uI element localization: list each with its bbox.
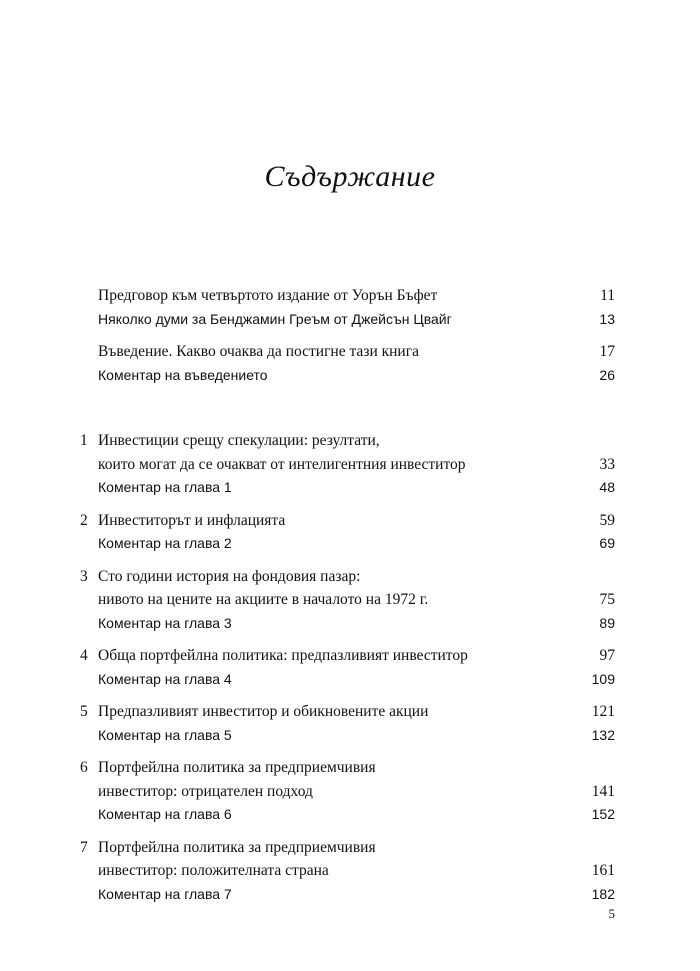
- chapter-number: 5: [80, 703, 88, 720]
- page-title: Съдържание: [264, 160, 436, 193]
- toc-entry-title: Коментар на глава 4: [98, 670, 232, 687]
- toc-front-matter-entry: [80, 284, 615, 331]
- toc-page-number: 152: [591, 806, 615, 822]
- toc-commentary-line: [80, 532, 615, 556]
- toc-chapter-entry: [80, 509, 615, 556]
- toc-line: [80, 700, 615, 724]
- toc-front-matter-entry: [80, 340, 615, 387]
- chapter-number: 2: [80, 511, 88, 529]
- toc-page-number: 141: [591, 782, 615, 800]
- toc-commentary-line: [80, 883, 615, 907]
- toc-page-number: 69: [599, 535, 615, 551]
- toc-chapter-entry: [80, 700, 615, 747]
- toc-commentary-line: [80, 364, 615, 388]
- page-number: 5: [608, 906, 615, 921]
- toc-commentary-line: [80, 668, 615, 692]
- toc-line: [80, 453, 615, 477]
- toc-line: [80, 509, 615, 533]
- toc-entry-title: Въведение. Какво очаква да постигне тази книга: [98, 343, 419, 360]
- toc-entry-title: Предговор към четвъртото издание от Уорън Бъфет: [98, 287, 438, 304]
- toc-page-number: 13: [599, 310, 615, 327]
- chapter-number: 7: [80, 838, 88, 856]
- toc-entry-title: Инвеститорът и инфлацията: [98, 511, 286, 529]
- toc-entry-title: инвеститор: отрицателен подход: [98, 782, 313, 800]
- toc-chapter-entry: [80, 644, 615, 691]
- toc-line: [80, 780, 615, 804]
- toc-entry-title: Портфейлна политика за предприемчивия: [98, 759, 376, 776]
- spacer: [80, 691, 615, 700]
- toc-entry-title: нивото на цените на акциите в началото на 1972 г.: [98, 591, 429, 608]
- toc-entry-title: Няколко думи за Бенджамин Греъм от Джейсън Цвайг: [98, 310, 452, 327]
- toc-entry-title: Коментар на глава 3: [98, 614, 232, 631]
- toc-chapter-entry: [80, 565, 615, 636]
- toc-line: [80, 836, 615, 860]
- toc-line: [80, 756, 615, 780]
- toc-entry-title: Коментар на глава 7: [98, 885, 232, 902]
- toc-page-number: 48: [599, 479, 615, 495]
- toc-commentary-line: [80, 476, 615, 500]
- chapter-number: 3: [80, 567, 88, 585]
- toc-entry-title: Коментар на глава 2: [98, 535, 232, 551]
- toc-commentary-line: [80, 612, 615, 636]
- toc-page-number: 26: [599, 366, 615, 383]
- chapter-number: 1: [80, 432, 88, 449]
- toc-entry-title: Коментар на глава 5: [98, 726, 232, 743]
- toc-entry-title: Сто години история на фондовия пазар:: [98, 567, 361, 585]
- toc-entry-title: Коментар на глава 6: [98, 806, 232, 822]
- spacer: [80, 747, 615, 756]
- toc-page-number: 97: [599, 647, 615, 664]
- toc-page-number: 121: [591, 703, 615, 720]
- toc-line: [80, 588, 615, 612]
- toc-page-number: 33: [599, 455, 615, 473]
- toc-commentary-line: [80, 803, 615, 827]
- toc-line: [80, 859, 615, 883]
- toc-entry-title: Обща портфейлна политика: предпазливият инвеститор: [98, 647, 468, 664]
- toc-entry-title: инвеститор: положителната страна: [98, 862, 329, 879]
- toc-commentary-line: [80, 724, 615, 748]
- toc-page-number: 161: [591, 862, 615, 879]
- toc-entry-title: Коментар на въведението: [98, 366, 268, 383]
- toc-chapter-entry: [80, 429, 615, 500]
- chapter-number: 6: [80, 759, 88, 776]
- toc-entry-title: Инвестиции срещу спекулации: резултати,: [98, 432, 380, 449]
- toc-line: [80, 284, 615, 308]
- toc-page-number: 109: [591, 670, 615, 687]
- spacer: [80, 635, 615, 644]
- toc-entry-title: Портфейлна политика за предприемчивия: [98, 838, 376, 856]
- toc-page-number: 17: [599, 343, 615, 360]
- spacer: [80, 331, 615, 340]
- toc-line: [80, 429, 615, 453]
- toc-chapter-entry: [80, 836, 615, 907]
- toc-commentary-line: [80, 308, 615, 332]
- toc-page-number: 59: [599, 511, 615, 529]
- spacer: [80, 556, 615, 565]
- toc-line: [80, 644, 615, 668]
- toc-entry-title: които могат да се очакват от интелигентния инвеститор: [98, 455, 466, 473]
- toc-line: [80, 340, 615, 364]
- toc-page-number: 11: [600, 287, 615, 304]
- toc-page-number: 182: [591, 885, 615, 902]
- toc-chapter-entry: [80, 756, 615, 827]
- toc-page-number: 89: [599, 614, 615, 631]
- toc-entry-title: Предпазливият инвеститор и обикновените акции: [98, 703, 429, 720]
- toc-page-number: 132: [591, 726, 615, 743]
- chapter-number: 4: [80, 647, 88, 664]
- toc-line: [80, 565, 615, 589]
- toc-page-number: 75: [599, 591, 615, 608]
- spacer: [80, 387, 615, 429]
- toc-entry-title: Коментар на глава 1: [98, 479, 232, 495]
- spacer: [80, 500, 615, 509]
- spacer: [80, 827, 615, 836]
- table-of-contents: [80, 284, 615, 906]
